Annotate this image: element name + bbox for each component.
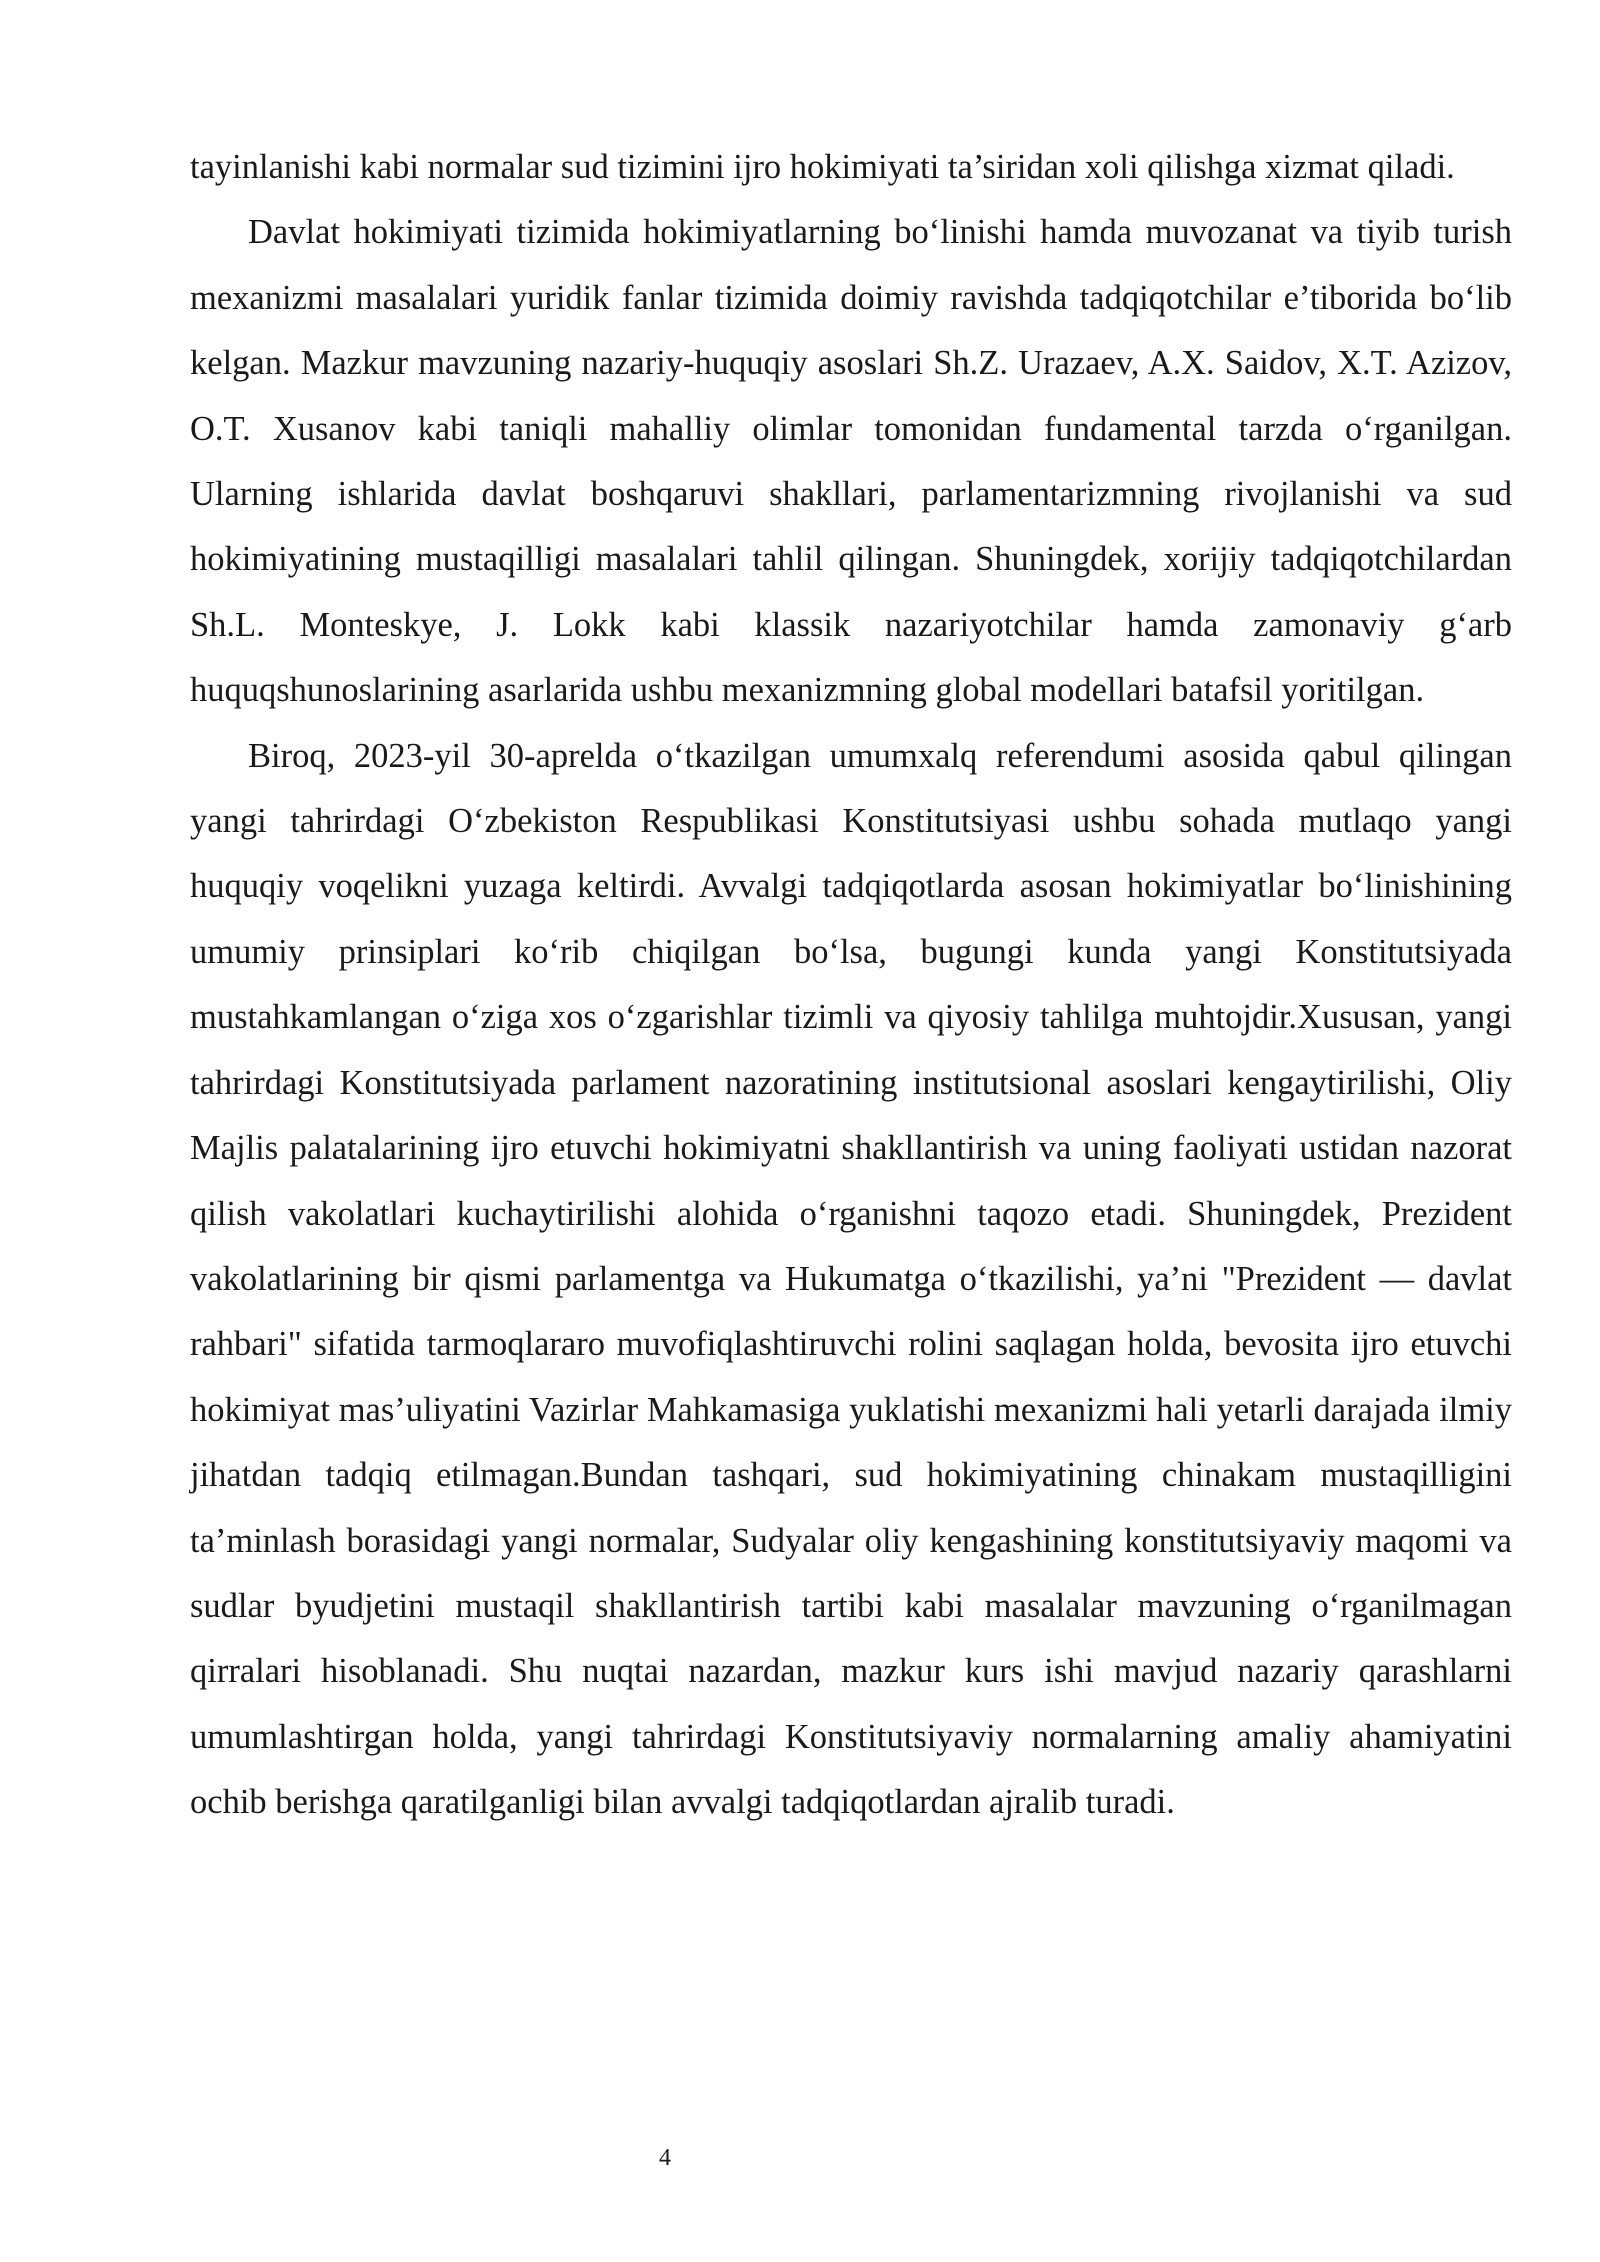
paragraph-research-novelty: Biroq, 2023-yil 30-aprelda o‘tkazilgan umumxalq referendumi asosida qabul qilingan yangi tahrirdagi O‘zbekiston Respublikasi Konstitutsiyasi ushbu sohada mutlaqo yangi huquqiy voqelikni yuzaga keltirdi. Avvalgi tadqiqotlarda asosan hokimiyatlar bo‘linishining umumiy prinsiplari ko‘rib chiqilgan bo‘lsa, bugungi kunda yangi Konstitutsiyada mustahkamlangan o‘ziga xos o‘zgarishlar tizimli va qiyosiy tahlilga muhtojdir.Xususan, yangi tahrirdagi Konstitutsiyada parlament nazoratining institutsional asoslari kengaytirilishi, Oliy Majlis palatalarining ijro etuvchi hokimiyatni shakllantirish va uning faoliyati ustidan nazorat qilish vakolatlari kuchaytirilishi alohida o‘rganishni taqozo etadi. Shuningdek, Prezident vakolatlarining bir qismi parlamentga va Hukumatga o‘tkazilishi, ya’ni "Prezident — davlat rahbari" sifatida tarmoqlararo muvofiqlashtiruvchi rolini saqlagan holda, bevosita ijro etuvchi hokimiyat mas’uliyatini Vazirlar Mahkamasiga yuklatishi mexanizmi hali yetarli darajada ilmiy jihatdan tadqiq etilmagan.Bundan tashqari, sud hokimiyatining chinakam mustaqilligini ta’minlash borasidagi yangi normalar, Sudyalar oliy kengashining konstitutsiyaviy maqomi va sudlar byudjetini mustaqil shakllantirish tartibi kabi masalalar mavzuning o‘rganilmagan qirralari hisoblanadi. Shu nuqtai nazardan, mazkur kurs ishi mavjud nazariy qarashlarni umumlashtirgan holda, yangi tahrirdagi Konstitutsiyaviy normalarning amaliy ahamiyatini ochib berishga qaratilganligi bilan avvalgi tadqiqotlardan ajralib turadi. [190,736,1512,1822]
document-page [190,135,1512,1836]
page-number: 4 [659,2145,671,2171]
paragraph-literature-review: Davlat hokimiyati tizimida hokimiyatlarning bo‘linishi hamda muvozanat va tiyib turish mexanizmi masalalari yuridik fanlar tizimida doimiy ravishda tadqiqotchilar e’tiborida bo‘lib kelgan. Mazkur mavzuning nazariy-huquqiy asoslari Sh.Z. Urazaev, A.X. Saidov, X.T. Azizov, O.T. Xusanov kabi taniqli mahalliy olimlar tomonidan fundamental tarzda o‘rganilgan. Ularning ishlarida davlat boshqaruvi shakllari, parlamentarizmning rivojlanishi va sud hokimiyatining mustaqilligi masalalari tahlil qilingan. Shuningdek, xorijiy tadqiqotchilardan Sh.L. Monteskye, J. Lokk kabi klassik nazariyotchilar hamda zamonaviy g‘arb huquqshunoslarining asarlarida ushbu mexanizmning global modellari batafsil yoritilgan. [190,213,1512,710]
paragraph-continuation: tayinlanishi kabi normalar sud tizimini ijro hokimiyati ta’siridan xoli qilishga xizmat qiladi. [190,148,1455,186]
